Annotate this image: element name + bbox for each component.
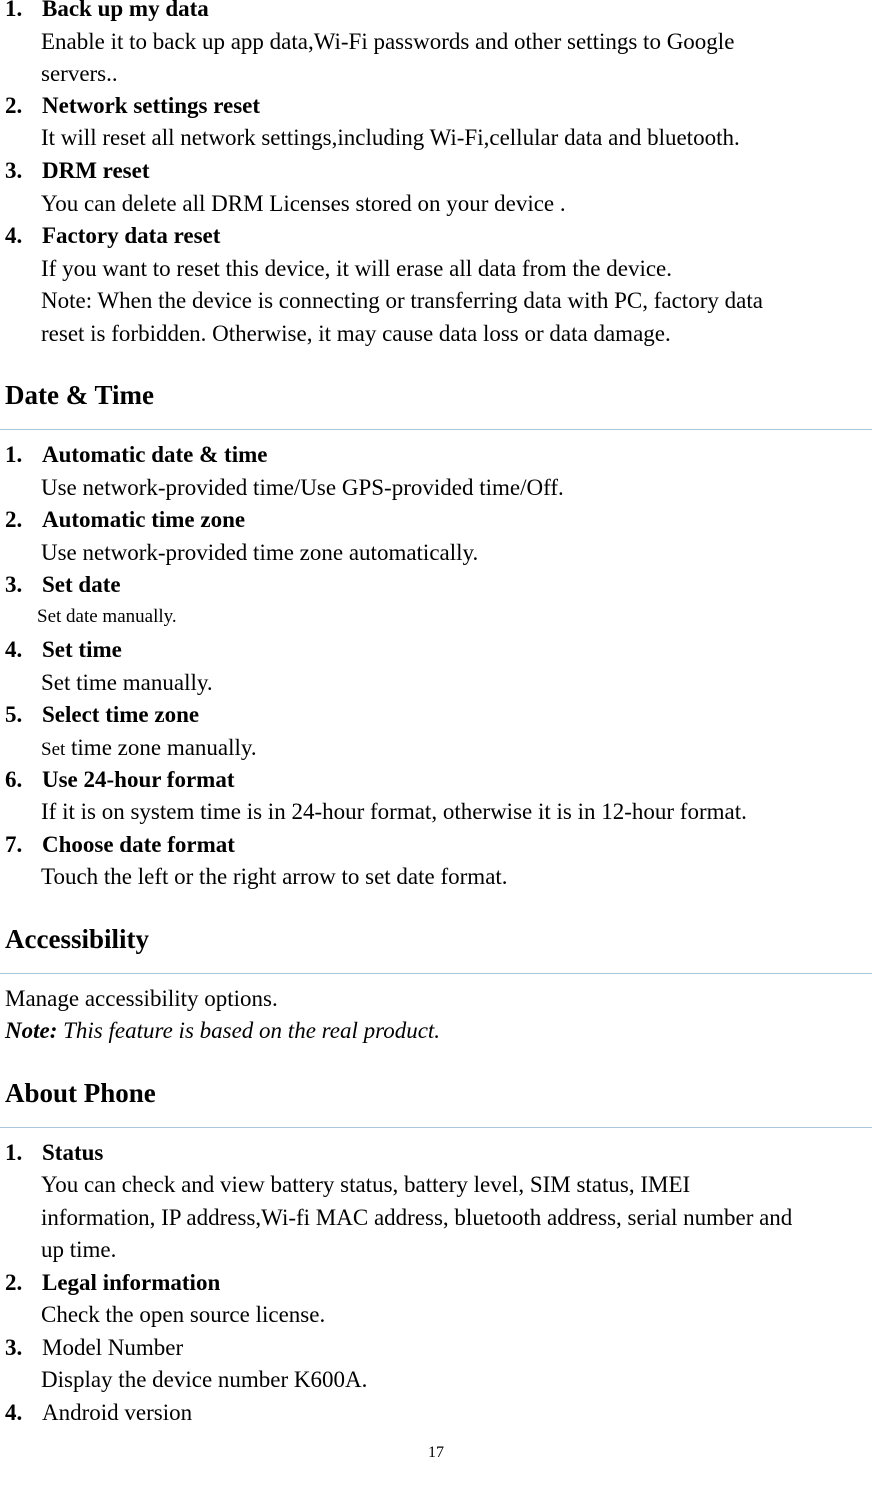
note <box>5 1015 440 1048</box>
item-desc: information, IP address,Wi-fi MAC address, bluetooth address, serial number and <box>41 1205 793 1230</box>
item-desc: Check the open source license. <box>41 1302 326 1327</box>
section-text: Manage accessibility options. <box>5 986 278 1011</box>
item-title: Set time <box>42 637 122 662</box>
item-desc: reset is forbidden. Otherwise, it may cause data loss or data damage. <box>41 321 671 346</box>
item-desc: Touch the left or the right arrow to set date format. <box>41 864 508 889</box>
item-title: Legal information <box>42 1270 221 1295</box>
item-desc: Enable it to back up app data,Wi-Fi passwords and other settings to Google <box>41 29 735 54</box>
list-number: 4. <box>5 223 23 248</box>
desc-text: time zone manually. <box>65 735 257 760</box>
item-title: Network settings reset <box>42 93 261 118</box>
section-divider <box>0 1127 872 1128</box>
item-desc: You can check and view battery status, battery level, SIM status, IMEI <box>41 1172 691 1197</box>
section-heading: Date & Time <box>5 380 154 410</box>
list-number: 5. <box>5 702 23 727</box>
item-desc: It will reset all network settings,including Wi-Fi,cellular data and bluetooth. <box>41 125 740 150</box>
item-desc: If it is on system time is in 24-hour format, otherwise it is in 12-hour format. <box>41 799 747 824</box>
page-number: 17 <box>428 1444 444 1461</box>
item-desc: If you want to reset this device, it will erase all data from the device. <box>41 256 672 281</box>
list-number: 1. <box>5 442 23 467</box>
item-desc: Note: When the device is connecting or transferring data with PC, factory data <box>41 288 763 313</box>
section-heading: About Phone <box>5 1078 156 1108</box>
list-number: 3. <box>5 572 23 597</box>
list-number: 2. <box>5 93 23 118</box>
section-divider <box>0 429 872 430</box>
item-desc: Set time manually. <box>41 670 213 695</box>
desc-prefix: Set <box>41 739 66 760</box>
item-desc: Set date manually. <box>37 606 177 627</box>
section-heading: Accessibility <box>5 924 149 954</box>
item-title: Back up my data <box>42 0 209 21</box>
list-number: 4. <box>5 1400 23 1425</box>
list-number: 1. <box>5 1140 23 1165</box>
item-title: Select time zone <box>42 702 200 727</box>
item-title: DRM reset <box>42 158 150 183</box>
note-label: Note: <box>5 1018 58 1043</box>
item-title: Use 24-hour format <box>42 767 235 792</box>
list-number: 7. <box>5 832 23 857</box>
item-title: Set date <box>42 572 121 597</box>
item-title: Status <box>42 1140 104 1165</box>
list-number: 3. <box>5 1335 23 1360</box>
item-desc: Display the device number K600A. <box>41 1367 368 1392</box>
item-title: Model Number <box>42 1335 184 1360</box>
item-title: Factory data reset <box>42 223 221 248</box>
item-title: Automatic date & time <box>42 442 268 467</box>
item-title: Android version <box>42 1400 193 1425</box>
item-desc: up time. <box>41 1237 117 1262</box>
item-desc <box>41 732 866 767</box>
item-desc: You can delete all DRM Licenses stored on your device . <box>41 191 566 216</box>
list-number: 2. <box>5 507 23 532</box>
section-divider <box>0 973 872 974</box>
list-number: 2. <box>5 1270 23 1295</box>
list-number: 6. <box>5 767 23 792</box>
item-desc: servers.. <box>41 61 118 86</box>
item-desc: Use network-provided time/Use GPS-provided time/Off. <box>41 475 564 500</box>
item-title: Choose date format <box>42 832 235 857</box>
note-text: This feature is based on the real product. <box>57 1018 441 1043</box>
item-desc: Use network-provided time zone automatically. <box>41 540 479 565</box>
list-number: 4. <box>5 637 23 662</box>
list-number: 1. <box>5 0 23 21</box>
list-number: 3. <box>5 158 23 183</box>
item-title: Automatic time zone <box>42 507 246 532</box>
